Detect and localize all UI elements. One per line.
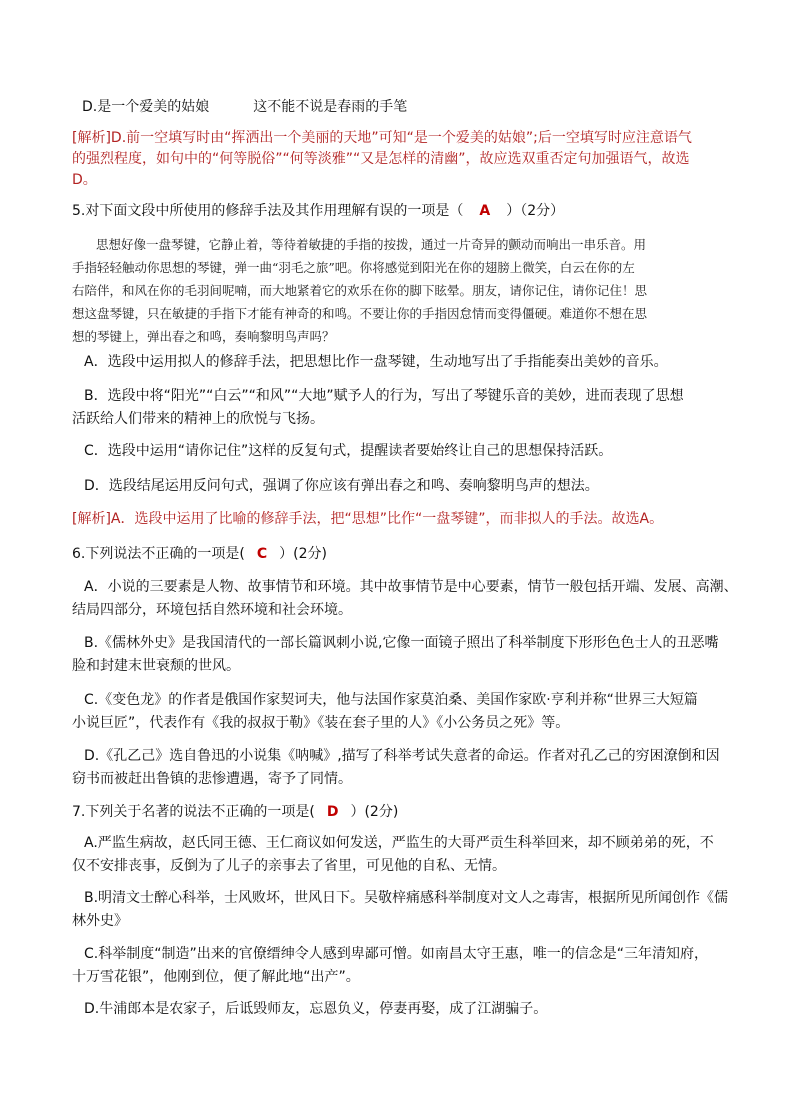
q5-option-a: A．选段中运用拟人的修辞手法，把思想比作一盘琴键，生动地写出了手指能奏出美妙的音乐。 xyxy=(84,354,668,370)
q6-option-d-line-2: 窃书而被赶出鲁镇的悲惨遭遇，寄予了同情。 xyxy=(72,771,352,787)
q6-option-a-line-1: A．小说的三要素是人物、故事情节和环境。其中故事情节是中心要素，情节一般包括开端、发展、高潮、 xyxy=(84,579,738,595)
q5-option-c: C．选段中运用“请你记住”这样的反复句式，提醒读者要始终让自己的思想保持活跃。 xyxy=(84,443,613,459)
q4-analysis-line-2: 的强烈程度，如句中的“何等脱俗”“何等淡雅”“又是怎样的清幽”，故应选双重否定句加强语气，故选 xyxy=(72,151,690,167)
q4-option-d xyxy=(82,97,407,117)
q5-option-b-line-1: B．选段中将“阳光”“白云”“和风”“大地”赋予人的行为，写出了琴键乐音的美妙，进而表现了思想 xyxy=(84,388,684,404)
q6-option-d-line-1: D.《孔乙己》选自鲁迅的小说集《呐喊》,描写了科举考试失意者的命运。作者对孔乙己的穷困潦倒和因 xyxy=(84,748,720,764)
q7-option-b-line-2: 林外史》 xyxy=(72,913,128,929)
q4-option-d-text: D.是一个爱美的姑娘 xyxy=(82,99,210,115)
q7-option-c-line-1: C.科举制度“制造”出来的官僚缙绅令人感到卑鄙可憎。如南昌太守王惠，唯一的信念是“三年清知府， xyxy=(84,946,708,962)
q7-option-c-line-2: 十万雪花银”，他刚到位，便了解此地“出产”。 xyxy=(72,969,360,985)
q5-option-d: D．选段结尾运用反问句式，强调了你应该有弹出春之和鸣、奏响黎明鸟声的想法。 xyxy=(84,478,599,494)
q4-option-d-text-b: 这不能不说是春雨的手笔 xyxy=(253,99,408,115)
passage-line-3: 右陪伴，和风在你的毛羽间呢喃，而大地紧着它的欢乐在你的脚下眩晕。朋友，请你记住，请你记住！思 xyxy=(72,283,648,298)
q7-answer: D xyxy=(326,804,339,820)
q4-analysis-line-1: [解析]D.前一空填写时由“挥洒出一个美丽的天地”可知“是一个爱美的姑娘”;后一空填写时应注意语气 xyxy=(72,130,692,146)
q7-stem xyxy=(72,802,398,822)
passage-line-5: 想的琴键上，弹出春之和鸣，奏响黎明鸟声吗？ xyxy=(72,329,335,344)
q7-stem-text: 7.下列关于名著的说法不正确的一项是( xyxy=(72,804,315,820)
q5-analysis: [解析]A．选段中运用了比喻的修辞手法，把“思想”比作“一盘琴键”，而非拟人的手法。故选A。 xyxy=(72,511,664,527)
q7-score: ）(2分) xyxy=(350,804,399,820)
q5-option-b-line-2: 活跃给人们带来的精神上的欣悦与飞扬。 xyxy=(72,411,324,427)
q6-option-b-line-1: B.《儒林外史》是我国清代的一部长篇讽刺小说,它像一面镜子照出了科举制度下形形色色士人的丑恶嘴 xyxy=(84,635,719,651)
q5-answer: A xyxy=(479,203,491,219)
q5-score: ）（2分） xyxy=(506,203,565,219)
q5-stem-text: 5.对下面文段中所使用的修辞手法及其作用理解有误的一项是（ xyxy=(72,203,464,219)
passage-line-1: 思想好像一盘琴键，它静止着，等待着敏捷的手指的按拨，通过一片奇异的颤动而响出一串乐音。用 xyxy=(96,237,647,252)
q6-stem xyxy=(72,544,327,564)
q7-option-b-line-1: B.明清文士醉心科举，士风败坏，世风日下。吴敬梓痛感科举制度对文人之毒害，根据所见所闻创作《儒 xyxy=(84,890,729,906)
q4-analysis-line-3: D。 xyxy=(72,172,97,188)
passage-line-4: 想这盘琴键，只在敏捷的手指下才能有神奇的和鸣。不要让你的手指因怠情而变得僵硬。难道你不想在思 xyxy=(72,306,648,321)
q7-option-a-line-1: A.严监生病故，赵氏同王德、王仁商议如何发送，严监生的大哥严贡生科举回来，却不顾弟弟的死，不 xyxy=(84,835,714,851)
q6-answer: C xyxy=(256,546,268,562)
passage-line-2: 手指轻轻触动你思想的琴键，弹一曲“羽毛之旅”吧。你将感觉到阳光在你的翅膀上微笑，白云在你的左 xyxy=(72,260,635,275)
q6-option-c-line-2: 小说巨匠”，代表作有《我的叔叔于勒》《装在套子里的人》《小公务员之死》等。 xyxy=(72,715,570,731)
q6-score: ）(2分) xyxy=(279,546,327,562)
q6-option-a-line-2: 结局四部分，环境包括自然环境和社会环境。 xyxy=(72,602,352,618)
q7-option-d: D.牛浦郎本是农家子，后诋毁师友，忘恩负义，停妻再娶，成了江湖骗子。 xyxy=(84,1001,548,1017)
q6-option-c-line-1: C.《变色龙》的作者是俄国作家契诃夫，他与法国作家莫泊桑、美国作家欧·亨利并称“世界三大短篇 xyxy=(84,692,698,708)
q7-option-a-line-2: 仅不安排丧事，反倒为了儿子的亲事去了省里，可见他的自私、无情。 xyxy=(72,858,506,874)
q5-stem xyxy=(72,201,564,221)
q6-stem-text: 6.下列说法不正确的一项是( xyxy=(72,546,245,562)
q6-option-b-line-2: 脸和封建末世衰颓的世风。 xyxy=(72,658,240,674)
